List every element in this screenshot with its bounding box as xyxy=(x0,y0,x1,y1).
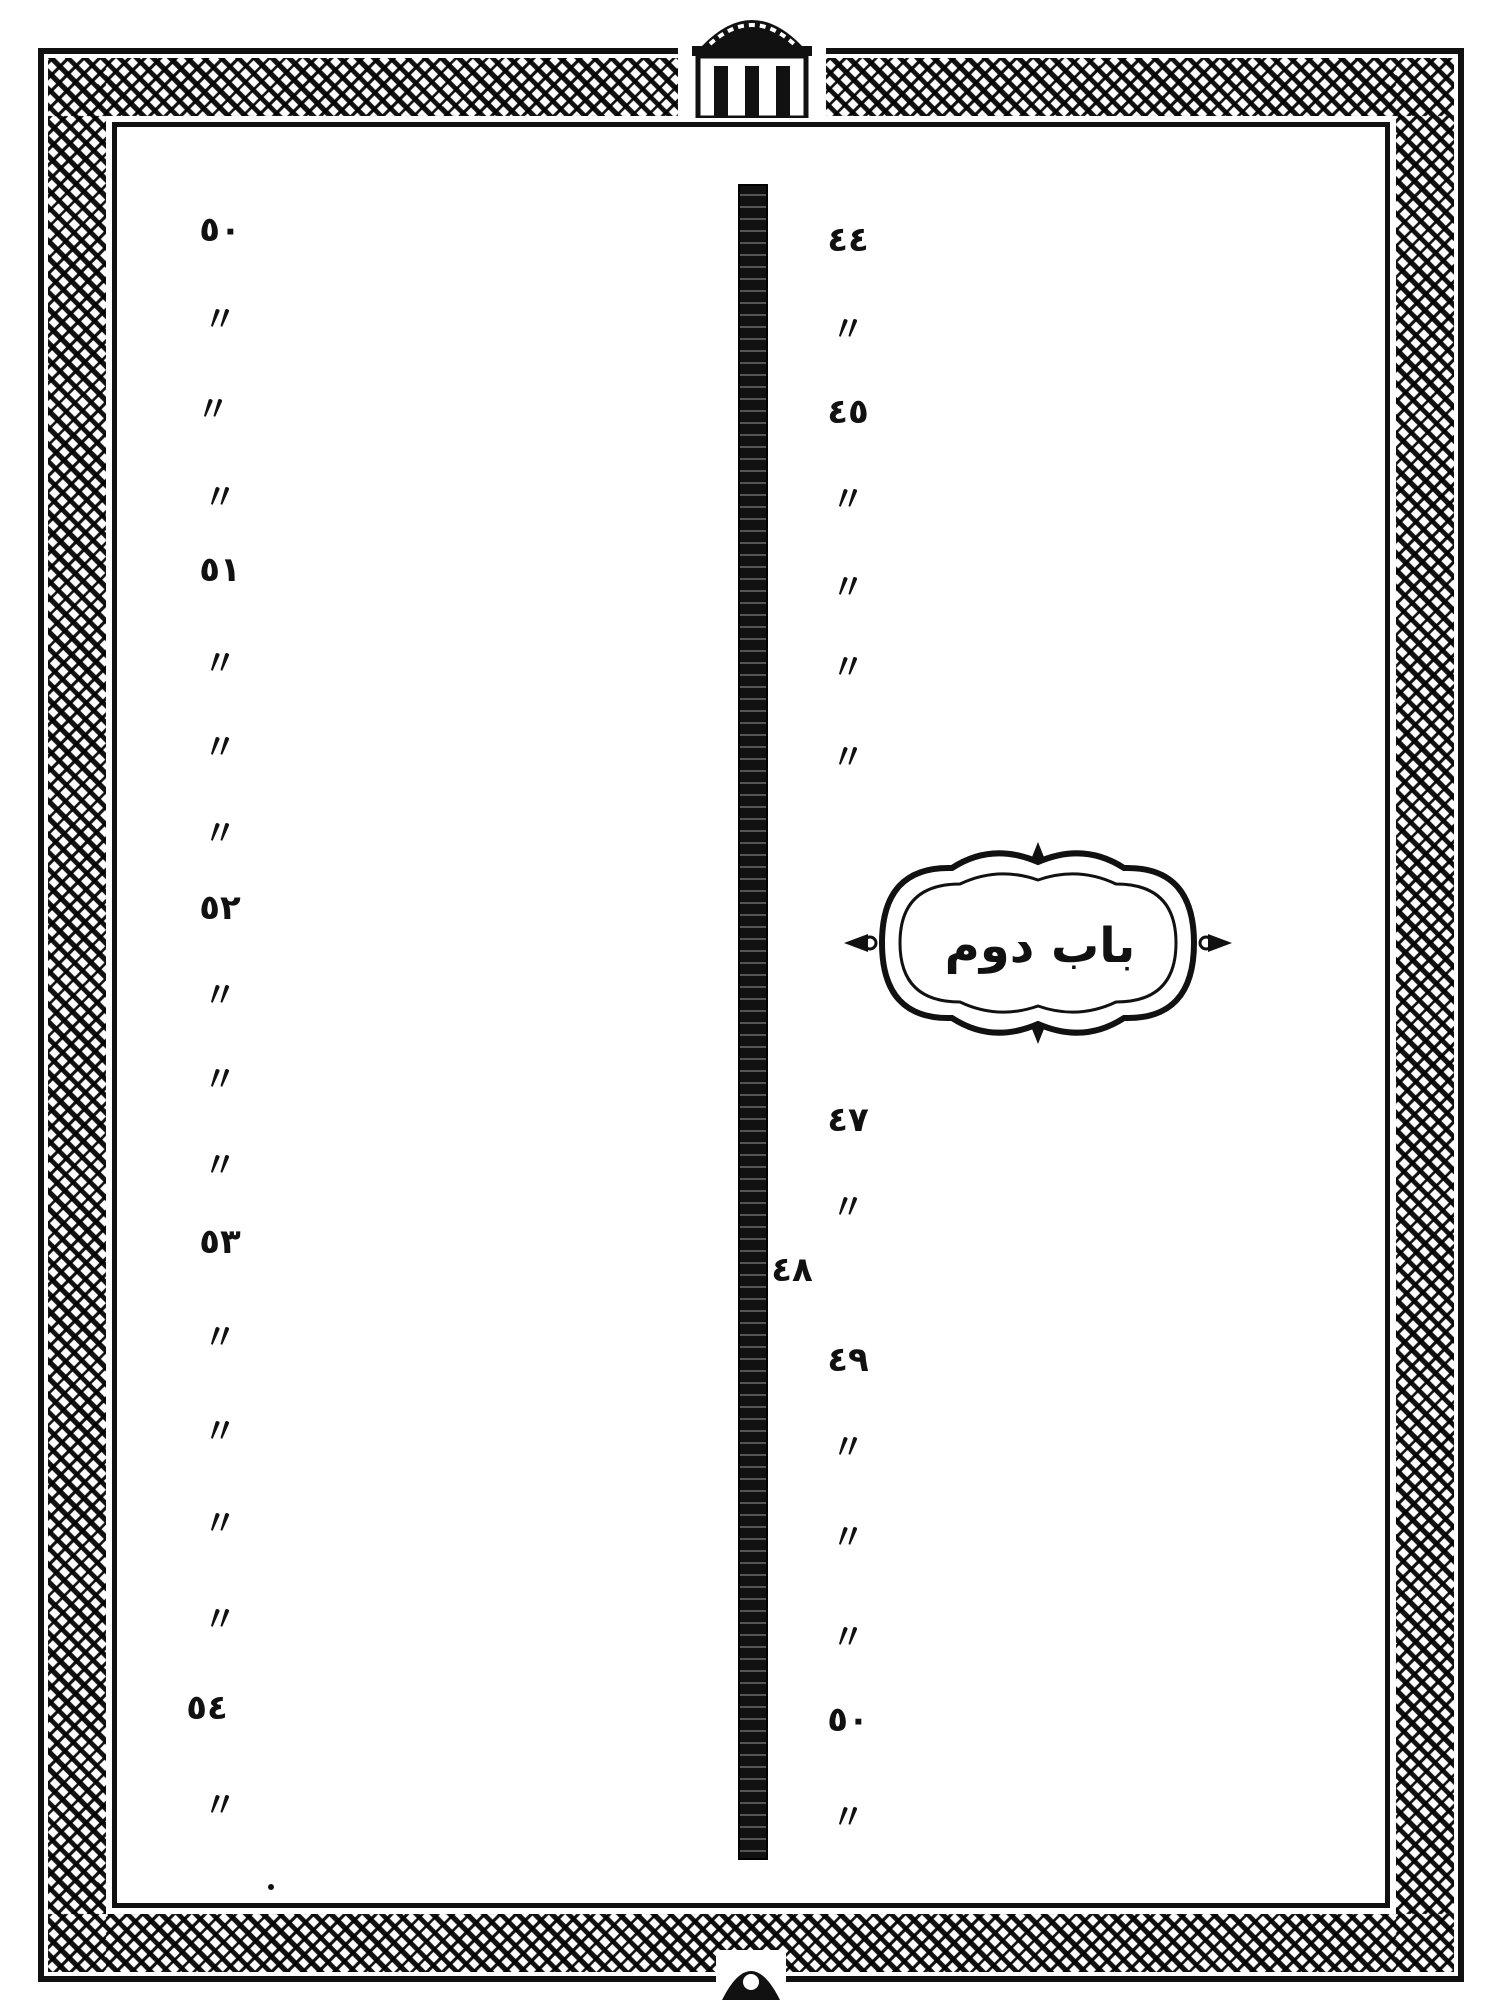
ink-dot xyxy=(268,1884,274,1890)
entry-page: 〃 xyxy=(203,1786,237,1826)
entry-page: 〃 xyxy=(203,1318,237,1358)
chapter-heading: باب دوم xyxy=(944,918,1136,974)
entry-page: 〃 xyxy=(203,1412,237,1452)
entry-page: 〃 xyxy=(831,1798,865,1838)
entry-page: 〃 xyxy=(203,814,237,854)
entry-page: 〃 xyxy=(831,738,865,778)
bottom-ornament-icon xyxy=(716,1950,786,2000)
entry-page: 〃 xyxy=(203,728,237,768)
entry-page: 〃 xyxy=(203,1060,237,1100)
entry-page: 〃 xyxy=(831,568,865,608)
entry-page: 〃 xyxy=(831,1618,865,1658)
entry-page: 〃 xyxy=(203,1600,237,1640)
entry-page: 〃 xyxy=(203,976,237,1016)
entry-page: 〃 xyxy=(831,1518,865,1558)
entry-page: 〃 xyxy=(831,310,865,350)
entry-page: ٤٨ xyxy=(771,1250,813,1290)
entry-page: 〃 xyxy=(203,300,237,340)
entry-page: ٤٤ xyxy=(827,220,869,260)
entry-page: 〃 xyxy=(831,648,865,688)
entry-page: 〃 xyxy=(203,1146,237,1186)
entry-page: ٥٣ xyxy=(199,1222,241,1262)
dome-ornament-icon xyxy=(678,0,826,118)
column-divider xyxy=(738,184,768,1860)
entry-page: ٥٤ xyxy=(186,1688,228,1728)
entry-page: 〃 xyxy=(203,644,237,684)
entry-page: ٥١ xyxy=(199,550,241,590)
entry-page: ٤٩ xyxy=(827,1340,869,1380)
entry-page: 〃 xyxy=(831,480,865,520)
entry-page: 〃 xyxy=(203,1504,237,1544)
entry-page: ٥٢ xyxy=(199,888,241,928)
entry-page: ٤٥ xyxy=(827,392,869,432)
entry-page: ٤٧ xyxy=(827,1100,869,1140)
entry-page: ٥٠ xyxy=(827,1700,869,1740)
entry-page: 〃 xyxy=(831,1428,865,1468)
entry-page: ٥٠ xyxy=(199,210,241,250)
entry-page: 〃 xyxy=(196,390,230,430)
entry-page: 〃 xyxy=(203,478,237,518)
entry-page: 〃 xyxy=(831,1188,865,1228)
